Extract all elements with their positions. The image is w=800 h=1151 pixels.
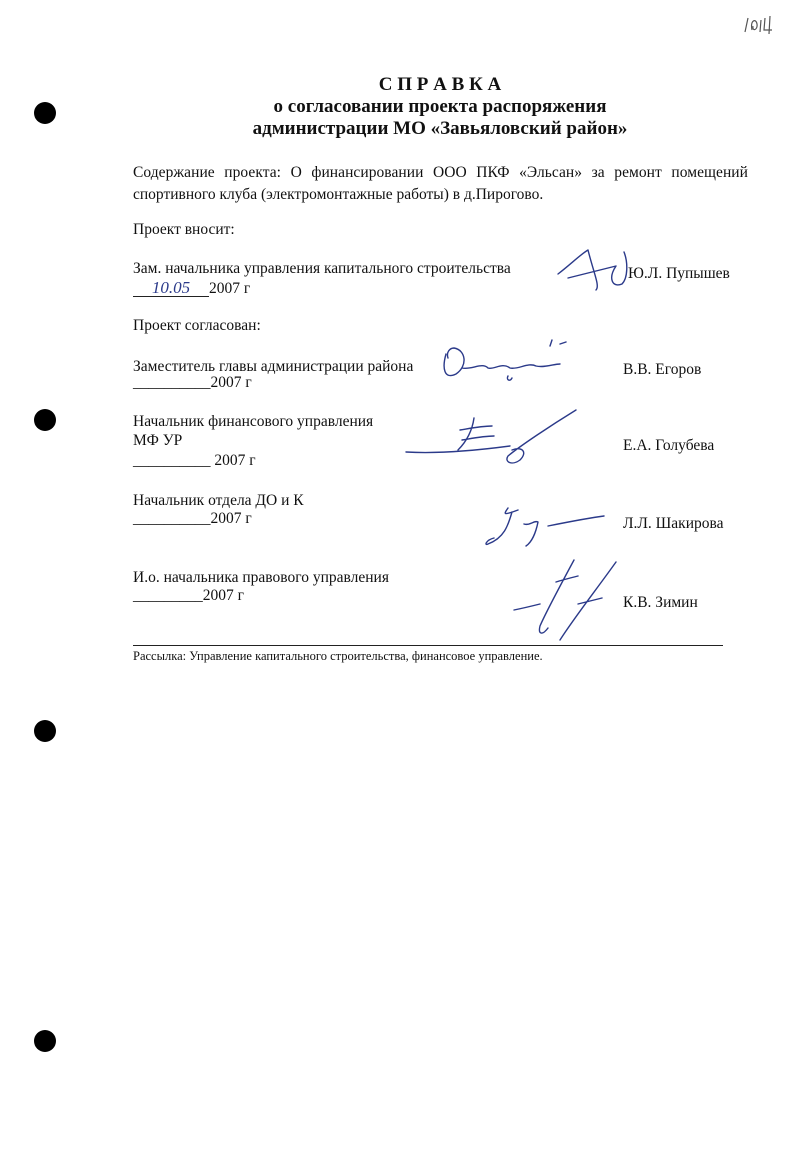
approver-position: Начальник финансового управления xyxy=(133,413,374,430)
submitter-date: 10.05 2007 г xyxy=(133,278,250,300)
page-number-mark xyxy=(742,12,782,38)
signature-shakirova xyxy=(478,502,608,552)
submitted-by-label: Проект вносит: xyxy=(133,221,235,238)
approver-date: __________ 2007 г xyxy=(133,452,256,469)
approver-name: К.В. Зимин xyxy=(623,594,698,611)
submitter-position: Зам. начальника управления капитального строительства xyxy=(133,260,511,277)
approver-position: Заместитель главы администрации района xyxy=(133,358,414,375)
signature-egorov xyxy=(432,334,582,384)
approver-position: И.о. начальника правового управления xyxy=(133,569,389,586)
document-subtitle: администрации МО «Завьяловский район» xyxy=(252,118,628,139)
approver-date: __________2007 г xyxy=(133,510,252,527)
approver-date: __________2007 г xyxy=(133,374,252,391)
distribution-list: Рассылка: Управление капитального строительства, финансовое управление. xyxy=(133,649,543,663)
divider xyxy=(133,645,723,646)
approver-name: В.В. Егоров xyxy=(623,361,702,378)
document-subtitle: о согласовании проекта распоряжения xyxy=(273,96,607,117)
approver-name: Е.А. Голубева xyxy=(623,437,715,454)
approver-position: Начальник отдела ДО и К xyxy=(133,492,304,509)
content-text: Содержание проекта: О финансировании ООО ПКФ «Эльсан» за ремонт помещений xyxy=(133,164,748,181)
signature-zimin xyxy=(504,556,624,646)
binder-hole xyxy=(34,1030,56,1052)
signature-golubeva xyxy=(400,406,590,466)
date-handwritten: 10.05 xyxy=(133,280,209,297)
document-title: С П Р А В К А xyxy=(378,74,502,95)
binder-hole xyxy=(34,720,56,742)
submitter-name: Ю.Л. Пупышев xyxy=(628,265,730,282)
signature-pupyshev xyxy=(556,244,646,294)
binder-hole xyxy=(34,409,56,431)
content-text: спортивного клуба (электромонтажные работы) в д.Пирогово. xyxy=(133,186,544,203)
approver-position: МФ УР xyxy=(133,432,183,449)
approved-label: Проект согласован: xyxy=(133,317,261,334)
approver-date: _________2007 г xyxy=(133,587,244,604)
approver-name: Л.Л. Шакирова xyxy=(623,515,724,532)
